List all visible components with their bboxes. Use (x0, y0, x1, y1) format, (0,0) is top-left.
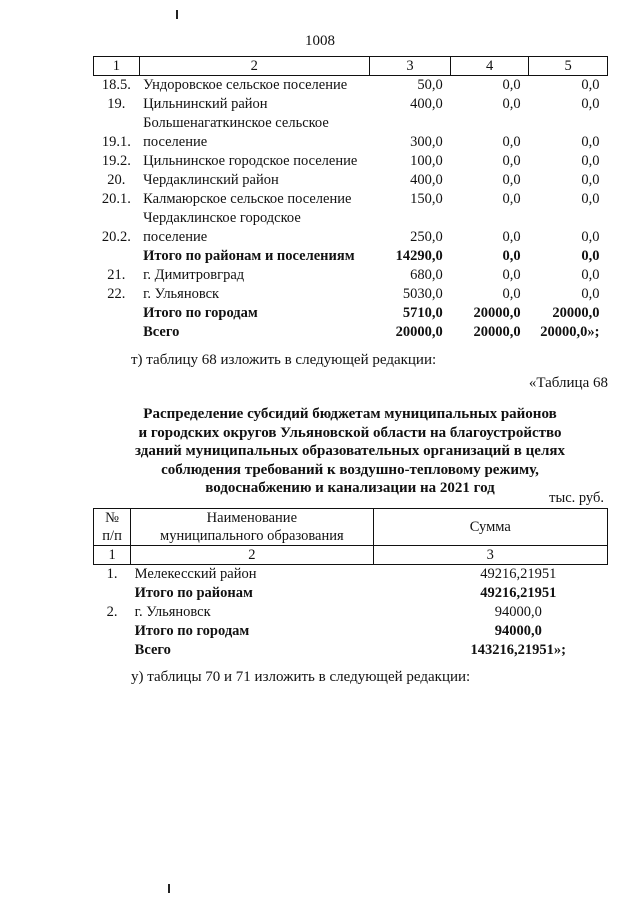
table-row (94, 266, 608, 285)
row-value-3: 150,0 (410, 191, 443, 207)
row-number (94, 304, 140, 323)
row-number: 19. (107, 96, 126, 112)
row-value-5: 20000,0 (552, 305, 600, 321)
row-value-5: 0,0 (581, 96, 600, 112)
page-number: 1008 (305, 33, 335, 49)
header-num-1: 1 (94, 546, 131, 565)
header-sum: Сумма (373, 509, 607, 546)
row-number (94, 247, 140, 266)
row-value-5: 0,0 (581, 153, 600, 169)
row-value-5: 0,0 (581, 172, 600, 188)
row-name: г. Димитровград (143, 267, 245, 283)
row-number: 1. (106, 566, 118, 582)
row-value-3: 400,0 (410, 96, 443, 112)
table-body (94, 565, 608, 661)
row-value-5: 0,0 (581, 134, 600, 150)
row-number: 18.5. (101, 77, 131, 93)
title-line: зданий муниципальных образовательных организаций в целях (135, 443, 565, 459)
row-name: Чердаклинский район (143, 172, 279, 188)
row-name: Большенагаткинское сельское поселение (143, 115, 329, 150)
row-value-5: 20000,0»; (540, 324, 600, 340)
table-row (94, 95, 608, 114)
header-number: № п/п (94, 509, 131, 546)
row-name: Итого по районам и поселениям (143, 248, 355, 264)
row-sum: 143216,21951»; (470, 642, 566, 658)
row-value-4: 0,0 (502, 248, 521, 264)
row-name: Калмаюрское сельское поселение (143, 191, 352, 207)
row-value-4: 20000,0 (473, 324, 521, 340)
row-value-3: 400,0 (410, 172, 443, 188)
table-row (94, 304, 608, 323)
row-number: 19.2. (101, 153, 131, 169)
row-value-3: 50,0 (417, 77, 443, 93)
table-row (94, 323, 608, 342)
table-row (94, 114, 608, 152)
title-line: и городских округов Ульяновской области на благоустройство (138, 424, 562, 441)
row-name: Мелекесский район (134, 566, 257, 582)
row-value-4: 0,0 (502, 134, 521, 150)
row-value-4: 0,0 (502, 96, 521, 112)
row-value-3: 5030,0 (402, 286, 443, 302)
row-value-3: 5710,0 (402, 305, 443, 321)
row-value-5: 0,0 (581, 286, 600, 302)
row-number: 20.1. (101, 191, 131, 207)
row-name: Итого по городам (143, 305, 258, 321)
row-number (94, 323, 140, 342)
row-value-5: 0,0 (581, 248, 600, 264)
header-name: Наименование муниципального образования (131, 509, 373, 546)
table-header-row (94, 509, 608, 546)
row-value-4: 0,0 (502, 153, 521, 169)
row-value-3: 20000,0 (395, 324, 443, 340)
row-value-3: 14290,0 (395, 248, 443, 264)
table-body (94, 76, 608, 343)
row-name: Итого по районам (134, 585, 253, 601)
row-name: Итого по городам (134, 623, 250, 639)
row-value-3: 250,0 (410, 229, 443, 245)
row-name: Всего (134, 642, 171, 658)
row-number (94, 622, 131, 641)
row-name: Цильнинское городское поселение (143, 153, 358, 169)
row-value-4: 0,0 (502, 77, 521, 93)
row-value-3: 680,0 (410, 267, 443, 283)
row-sum: 94000,0 (494, 604, 542, 620)
instruction-u: у) таблицы 70 и 71 изложить в следующей редакции: (131, 669, 471, 685)
header-col-3: 3 (369, 57, 450, 76)
row-value-3: 100,0 (410, 153, 443, 169)
subsidy-table-continuation (93, 56, 608, 342)
row-value-4: 0,0 (502, 267, 521, 283)
subsidy-table-68 (93, 508, 608, 660)
table-row (94, 190, 608, 209)
table-label: «Таблица 68 (528, 375, 608, 391)
row-number: 20.2. (101, 229, 131, 245)
header-num-2: 2 (131, 546, 373, 565)
row-name: г. Ульяновск (143, 286, 220, 302)
row-name: Цильнинский район (143, 96, 268, 112)
row-number: 19.1. (101, 134, 131, 150)
header-col-4: 4 (451, 57, 529, 76)
table-title (90, 405, 610, 498)
row-sum: 49216,21951 (480, 585, 557, 601)
header-num-3: 3 (373, 546, 607, 565)
row-value-4: 0,0 (502, 286, 521, 302)
row-value-5: 0,0 (581, 77, 600, 93)
scan-mark-bottom (168, 884, 170, 893)
row-value-4: 0,0 (502, 172, 521, 188)
table-row (94, 247, 608, 266)
scan-mark-top (176, 10, 178, 19)
instruction-t: т) таблицу 68 изложить в следующей редакции: (131, 352, 437, 368)
table-row (94, 584, 608, 603)
row-number: 20. (107, 172, 126, 188)
header-col-2: 2 (139, 57, 369, 76)
header-col-1: 1 (94, 57, 140, 76)
row-value-5: 0,0 (581, 191, 600, 207)
units-label: тыс. руб. (549, 490, 604, 506)
table-header-numbers-row (94, 546, 608, 565)
row-sum: 94000,0 (494, 623, 542, 639)
table-row (94, 641, 608, 660)
table-header-row (94, 57, 608, 76)
row-number: 21. (107, 267, 126, 283)
row-value-4: 0,0 (502, 229, 521, 245)
table-row (94, 285, 608, 304)
row-number (94, 641, 131, 660)
title-line: соблюдения требований к воздушно-тепловому режиму, (161, 461, 539, 478)
row-name: г. Ульяновск (134, 604, 211, 620)
row-value-3: 300,0 (410, 134, 443, 150)
row-name: Всего (143, 324, 180, 340)
row-value-4: 0,0 (502, 191, 521, 207)
row-name: Чердаклинское городское поселение (143, 210, 301, 245)
table-row (94, 603, 608, 622)
row-sum: 49216,21951 (480, 566, 557, 582)
row-value-5: 0,0 (581, 267, 600, 283)
table-row (94, 622, 608, 641)
table-row (94, 171, 608, 190)
header-col-5: 5 (529, 57, 608, 76)
title-line: Распределение субсидий бюджетам муниципальных районов (143, 406, 557, 422)
row-value-5: 0,0 (581, 229, 600, 245)
row-name: Ундоровское сельское поселение (143, 77, 348, 93)
table-row (94, 76, 608, 96)
row-number: 2. (106, 604, 118, 620)
table-row (94, 565, 608, 585)
row-value-4: 20000,0 (473, 305, 521, 321)
row-number: 22. (107, 286, 126, 302)
table-row (94, 152, 608, 171)
title-line: водоснабжению и канализации на 2021 год (205, 480, 495, 496)
row-number (94, 584, 131, 603)
table-row (94, 209, 608, 247)
